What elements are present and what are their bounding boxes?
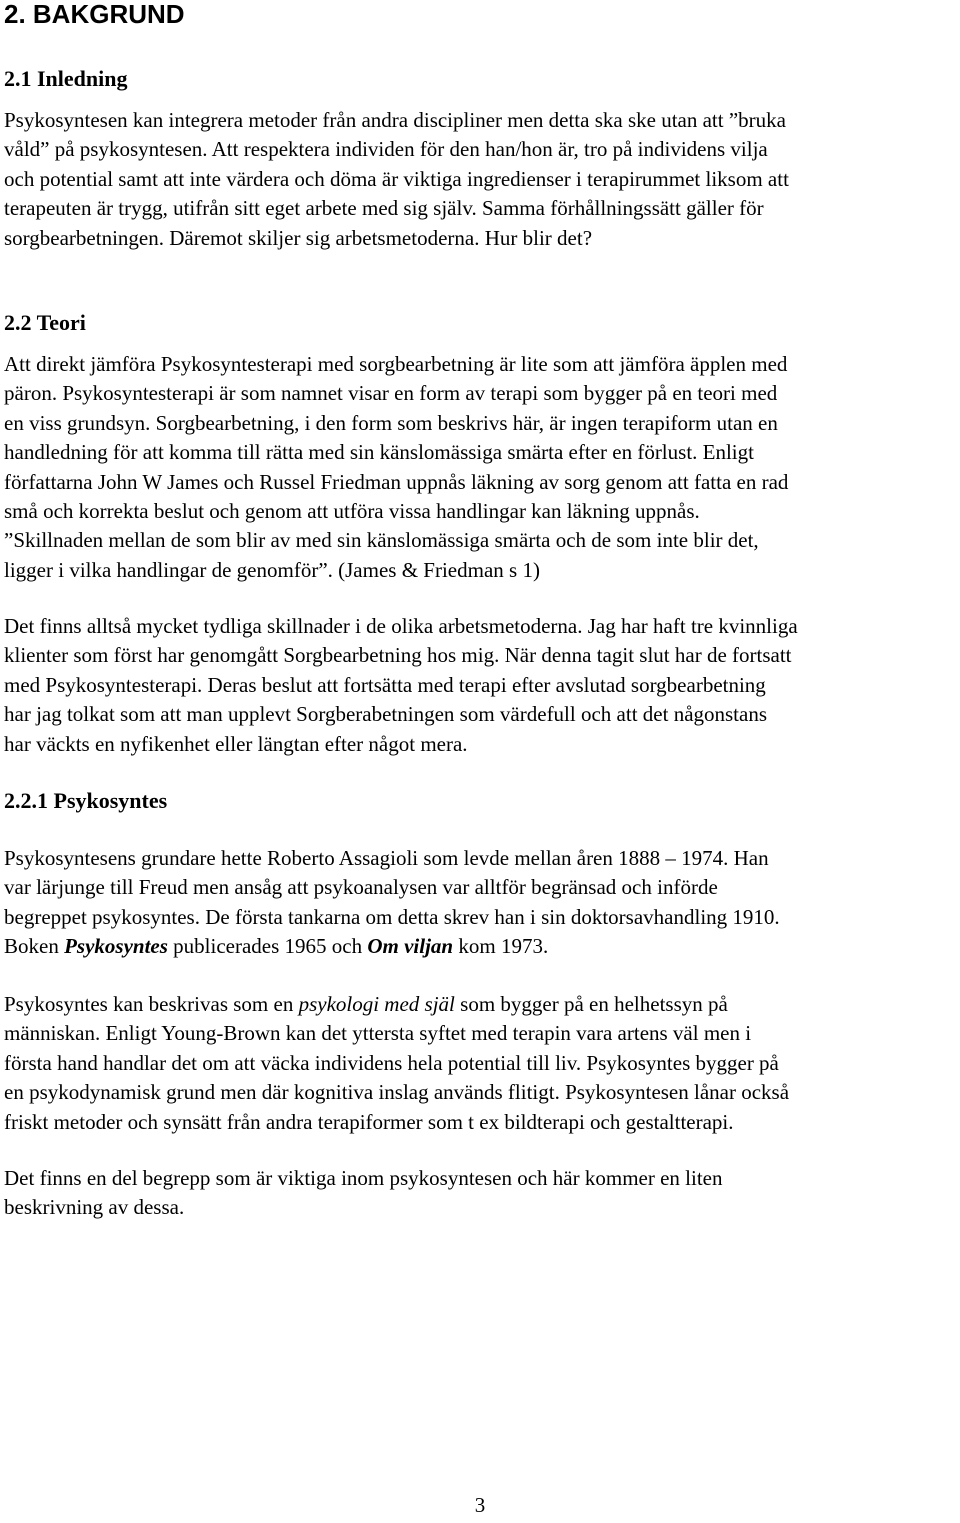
section-heading-teori: 2.2 Teori [4,310,86,335]
text-line: ”Skillnaden mellan de som blir av med sin känslomässiga smärta och de som inte blir det, [4,528,759,553]
text-fragment: Boken [4,934,65,959]
paragraph-arbetsmetoder [4,612,959,759]
text-line: Det finns alltså mycket tydliga skillnader i de olika arbetsmetoderna. Jag har haft tre kvinnliga [4,614,798,638]
paragraph-teori [4,350,959,585]
text-line: människan. Enligt Young-Brown kan det yttersta syftet med terapin vara artens väl men i [4,1021,752,1046]
text-line-books [4,932,959,961]
text-line: en psykodynamisk grund men där kognitiva inslag används flitigt. Psykosyntesen lånar också [4,1080,790,1105]
subsection-heading-psykosyntes: 2.2.1 Psykosyntes [4,788,168,813]
text-line: sorgbearbetningen. Däremot skiljer sig arbetsmetoderna. Hur blir det? [4,225,593,250]
text-line [4,990,959,1019]
emphasis-psykologi-med-sjal: psykologi med själ [298,992,455,1016]
text-line: små och korrekta beslut och genom att utföra vissa handlingar kan läkning uppnås. [4,499,700,524]
text-line: Psykosyntesens grundare hette Roberto Assagioli som levde mellan åren 1888 – 1974. Han [4,846,769,870]
paragraph-begrepp [4,1164,959,1223]
text-line: har väckts en nyfikenhet eller längtan efter något mera. [4,731,468,756]
text-line: Att direkt jämföra Psykosyntesterapi med sorgbearbetning är lite som att jämföra äpplen med [4,352,788,376]
text-fragment: kom 1973. [453,934,549,959]
section-heading-inledning: 2.1 Inledning [4,66,128,91]
chapter-heading: 2. BAKGRUND [4,0,185,29]
text-line: var lärjunge till Freud men ansåg att psykoanalysen var alltför begränsad och införde [4,875,718,900]
text-line: med Psykosyntesterapi. Deras beslut att fortsätta med terapi efter avslutad sorgbearbetning [4,672,766,697]
page-number: 3 [474,1493,486,1517]
text-line: och potential samt att inte värdera och döma är viktiga ingredienser i terapirummet liksom att [4,166,789,191]
text-line: beskrivning av dessa. [4,1195,185,1220]
text-line: begreppet psykosyntes. De första tankarna om detta skrev han i sin doktorsavhandling 1910. [4,904,780,929]
text-line: klienter som först har genomgått Sorgbearbetning hos mig. När denna tagit slut har de fortsatt [4,643,792,668]
text-line: terapeuten är trygg, utifrån sitt eget arbete med sig själv. Samma förhållningssätt gäller för [4,196,764,221]
text-line: har jag tolkat som att man upplevt Sorgberabetningen som värdefull och att det någonstans [4,702,768,727]
text-fragment: Psykosyntes kan beskrivas som en [4,992,299,1016]
text-fragment: som bygger på en helhetssyn på [454,992,728,1016]
text-line: ligger i vilka handlingar de genomför”. (James & Friedman s 1) [4,557,540,582]
text-line: Psykosyntesen kan integrera metoder från andra discipliner men detta ska ske utan att ”bruka [4,108,786,132]
text-line: friskt metoder och synsätt från andra terapiformer som t ex bildterapi och gestaltterapi. [4,1109,734,1134]
paragraph-psykosyntes-description [4,990,959,1137]
text-line: handledning för att komma till rätta med sin känslomässiga smärta efter en förlust. Enligt [4,440,754,465]
paragraph-psykosyntes-history [4,844,959,962]
text-line: päron. Psykosyntesterapi är som namnet visar en form av terapi som bygger på en teori med [4,381,778,406]
book-title-om-viljan: Om viljan [367,934,454,959]
text-line: författarna John W James och Russel Friedman uppnås läkning av sorg genom att fatta en rad [4,469,789,494]
text-fragment: publicerades 1965 och [167,934,368,959]
paragraph-inledning [4,106,959,253]
text-line: våld” på psykosyntesen. Att respektera individen för den han/hon är, tro på individens vilja [4,137,768,162]
book-title-psykosyntes: Psykosyntes [64,934,168,959]
text-line: Det finns en del begrepp som är viktiga inom psykosyntesen och här kommer en liten [4,1166,723,1190]
text-line: en viss grundsyn. Sorgbearbetning, i den form som beskrivs här, är ingen terapiform utan en [4,410,778,435]
text-line: första hand handlar det om att väcka individens hela potential till liv. Psykosyntes bygger på [4,1050,779,1075]
